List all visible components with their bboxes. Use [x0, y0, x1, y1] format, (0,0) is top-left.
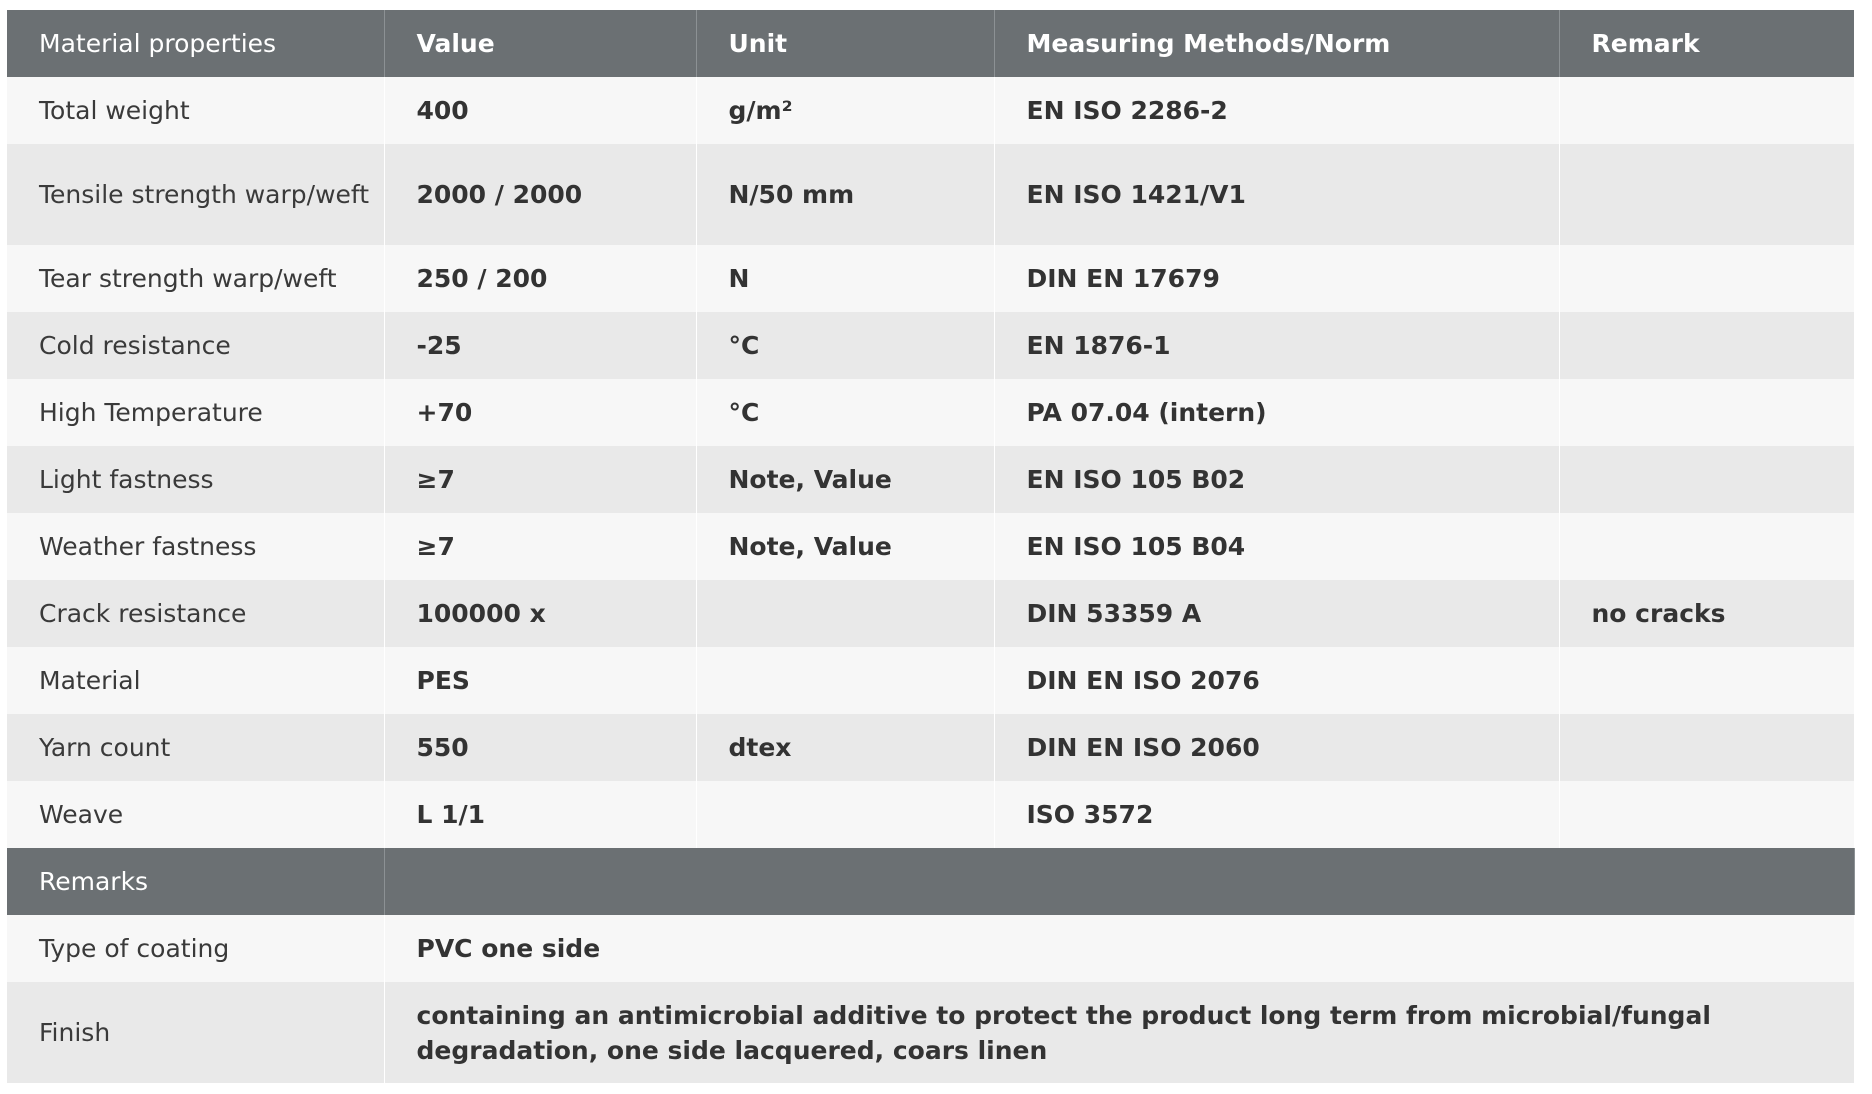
property-cell: High Temperature: [7, 379, 384, 446]
unit-cell: [696, 580, 994, 647]
unit-cell: [696, 647, 994, 714]
value-cell: ≥7: [384, 446, 696, 513]
header-measuring-method: Measuring Methods/Norm: [994, 10, 1559, 77]
remarks-section-header: [7, 848, 1854, 915]
property-cell: Material: [7, 647, 384, 714]
value-cell: PES: [384, 647, 696, 714]
remarks-value-cell: PVC one side: [384, 915, 1854, 982]
remark-cell: [1559, 513, 1854, 580]
value-cell: -25: [384, 312, 696, 379]
property-cell: Yarn count: [7, 714, 384, 781]
table-row: [7, 580, 1854, 647]
table-row: [7, 781, 1854, 848]
header-remark: Remark: [1559, 10, 1854, 77]
unit-cell: Note, Value: [696, 446, 994, 513]
remarks-row: [7, 982, 1854, 1083]
remark-cell: [1559, 647, 1854, 714]
property-cell: Tear strength warp/weft: [7, 245, 384, 312]
remarks-row: [7, 915, 1854, 982]
value-cell: 550: [384, 714, 696, 781]
unit-cell: Note, Value: [696, 513, 994, 580]
value-cell: L 1/1: [384, 781, 696, 848]
remarks-title: Remarks: [7, 848, 384, 915]
property-cell: Crack resistance: [7, 580, 384, 647]
unit-cell: °C: [696, 312, 994, 379]
remark-cell: [1559, 77, 1854, 144]
table-row: [7, 714, 1854, 781]
remark-cell: [1559, 312, 1854, 379]
method-cell: DIN EN ISO 2060: [994, 714, 1559, 781]
header-unit: Unit: [696, 10, 994, 77]
table-row: [7, 77, 1854, 144]
value-cell: 2000 / 2000: [384, 144, 696, 245]
property-cell: Weather fastness: [7, 513, 384, 580]
material-properties-table-wrapper: [7, 10, 1854, 1083]
unit-cell: [696, 781, 994, 848]
method-cell: EN ISO 105 B02: [994, 446, 1559, 513]
remarks-label-cell: Finish: [7, 982, 384, 1083]
remark-cell: [1559, 245, 1854, 312]
unit-cell: N: [696, 245, 994, 312]
method-cell: DIN EN 17679: [994, 245, 1559, 312]
remarks-header-spacer: [384, 848, 1854, 915]
unit-cell: g/m²: [696, 77, 994, 144]
unit-cell: dtex: [696, 714, 994, 781]
remarks-label-cell: Type of coating: [7, 915, 384, 982]
remarks-value-cell: containing an antimicrobial additive to protect the product long term from microbial/fungal degradation, one side lacquered, coars linen: [384, 982, 1854, 1083]
header-material-properties: Material properties: [7, 10, 384, 77]
table-row: [7, 446, 1854, 513]
unit-cell: °C: [696, 379, 994, 446]
remark-cell: [1559, 144, 1854, 245]
method-cell: DIN 53359 A: [994, 580, 1559, 647]
property-cell: Weave: [7, 781, 384, 848]
value-cell: 250 / 200: [384, 245, 696, 312]
table-row: [7, 379, 1854, 446]
method-cell: EN ISO 105 B04: [994, 513, 1559, 580]
header-value: Value: [384, 10, 696, 77]
table-row: [7, 647, 1854, 714]
table-row: [7, 513, 1854, 580]
material-properties-table: [7, 10, 1855, 1083]
property-cell: Tensile strength warp/weft: [7, 144, 384, 245]
remark-cell: [1559, 379, 1854, 446]
remark-cell: no cracks: [1559, 580, 1854, 647]
remark-cell: [1559, 446, 1854, 513]
method-cell: PA 07.04 (intern): [994, 379, 1559, 446]
property-cell: Total weight: [7, 77, 384, 144]
table-row: [7, 245, 1854, 312]
property-cell: Light fastness: [7, 446, 384, 513]
table-row: [7, 312, 1854, 379]
value-cell: ≥7: [384, 513, 696, 580]
remark-cell: [1559, 781, 1854, 848]
remark-cell: [1559, 714, 1854, 781]
method-cell: EN ISO 1421/V1: [994, 144, 1559, 245]
property-cell: Cold resistance: [7, 312, 384, 379]
method-cell: ISO 3572: [994, 781, 1559, 848]
value-cell: 100000 x: [384, 580, 696, 647]
method-cell: DIN EN ISO 2076: [994, 647, 1559, 714]
value-cell: +70: [384, 379, 696, 446]
table-header-row: [7, 10, 1854, 77]
table-row: [7, 144, 1854, 245]
value-cell: 400: [384, 77, 696, 144]
method-cell: EN 1876-1: [994, 312, 1559, 379]
method-cell: EN ISO 2286-2: [994, 77, 1559, 144]
unit-cell: N/50 mm: [696, 144, 994, 245]
